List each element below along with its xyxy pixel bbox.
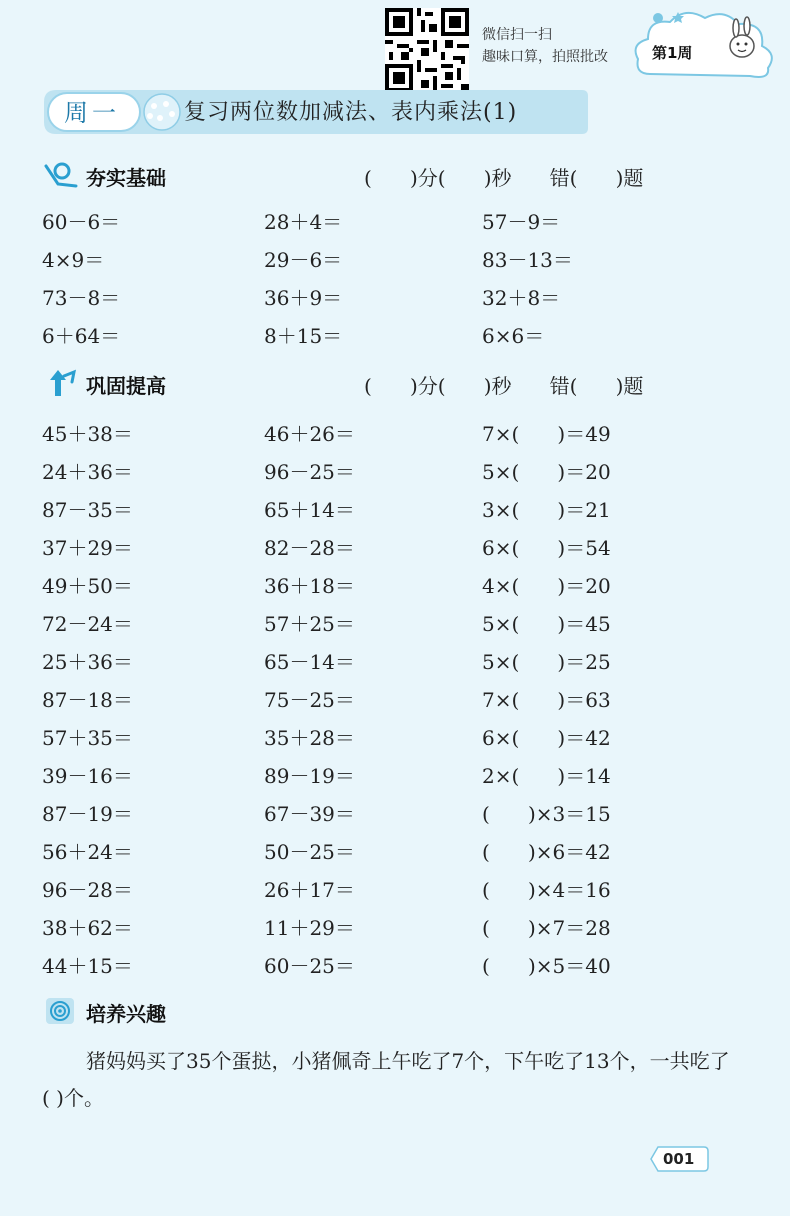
section-basic-title: 夯实基础	[86, 166, 166, 190]
problem: 36＋9＝	[264, 286, 343, 310]
problem: 26＋17＝	[264, 878, 355, 902]
problem-row	[0, 244, 790, 276]
problem-row	[0, 646, 790, 678]
section-improve-title: 巩固提高	[86, 374, 166, 398]
problem-row	[0, 684, 790, 716]
problem-row	[0, 760, 790, 792]
section-interest	[44, 996, 744, 1028]
arrow-up-icon	[44, 368, 78, 398]
page-title: 复习两位数加减法、表内乘法(1)	[184, 100, 518, 125]
problem: 45＋38＝	[42, 422, 133, 446]
problem: 87－35＝	[42, 498, 133, 522]
problem-row	[0, 320, 790, 352]
magnifier-icon	[44, 160, 78, 190]
problem: 4×( )＝20	[482, 574, 611, 598]
section-basic-timing: ( )分( )秒 错( )题	[364, 166, 644, 190]
problem: 29－6＝	[264, 248, 343, 272]
week-label: 第1周	[652, 44, 693, 62]
section-basic	[44, 160, 744, 192]
problem: 5×( )＝45	[482, 612, 611, 636]
problem: 7×( )＝49	[482, 422, 611, 446]
problem: 6×( )＝54	[482, 536, 611, 560]
problem: 36＋18＝	[264, 574, 355, 598]
problem: 11＋29＝	[264, 916, 355, 940]
problem: 57＋25＝	[264, 612, 355, 636]
problem: 83－13＝	[482, 248, 573, 272]
problem-row	[0, 722, 790, 754]
problem: 50－25＝	[264, 840, 355, 864]
problem: 4×9＝	[42, 248, 105, 272]
problem-row	[0, 798, 790, 830]
problem: ( )×6＝42	[482, 840, 611, 864]
section-improve-timing: ( )分( )秒 错( )题	[364, 374, 644, 398]
problem-row	[0, 456, 790, 488]
problem: 65－14＝	[264, 650, 355, 674]
problem: 87－19＝	[42, 802, 133, 826]
problem: ( )×4＝16	[482, 878, 611, 902]
problem: 87－18＝	[42, 688, 133, 712]
problem-row	[0, 912, 790, 944]
problem: 89－19＝	[264, 764, 355, 788]
page-number: 001	[663, 1150, 695, 1168]
problem: 35＋28＝	[264, 726, 355, 750]
problem: 65＋14＝	[264, 498, 355, 522]
problem: 60－6＝	[42, 210, 121, 234]
problem: 96－28＝	[42, 878, 133, 902]
problem: 49＋50＝	[42, 574, 133, 598]
problem-row	[0, 532, 790, 564]
problem: ( )×7＝28	[482, 916, 611, 940]
problem: 32＋8＝	[482, 286, 561, 310]
target-icon	[44, 996, 78, 1026]
word-problem: 猪妈妈买了35个蛋挞，小猪佩奇上午吃了7个，下午吃了13个，一共吃了( )个。	[42, 1049, 730, 1110]
problem: 6×6＝	[482, 324, 545, 348]
problem-row	[0, 608, 790, 640]
section-interest-title: 培养兴趣	[86, 1002, 166, 1026]
problem: 75－25＝	[264, 688, 355, 712]
problem: 6＋64＝	[42, 324, 121, 348]
problem: 60－25＝	[264, 954, 355, 978]
problem: 96－25＝	[264, 460, 355, 484]
problem: 67－39＝	[264, 802, 355, 826]
wechat-line1: 微信扫一扫	[482, 27, 552, 43]
problem-row	[0, 418, 790, 450]
problem: ( )×3＝15	[482, 802, 611, 826]
problem: 44＋15＝	[42, 954, 133, 978]
problem: 28＋4＝	[264, 210, 343, 234]
problem: 73－8＝	[42, 286, 121, 310]
problem: 72－24＝	[42, 612, 133, 636]
problem-row	[0, 570, 790, 602]
title-day: 周一	[64, 99, 120, 127]
problem-row	[0, 874, 790, 906]
problem: 6×( )＝42	[482, 726, 611, 750]
problem: 5×( )＝20	[482, 460, 611, 484]
problem: 2×( )＝14	[482, 764, 611, 788]
problem-row	[0, 950, 790, 982]
problem-row	[0, 206, 790, 238]
problem: 25＋36＝	[42, 650, 133, 674]
problem: 7×( )＝63	[482, 688, 611, 712]
problem: 38＋62＝	[42, 916, 133, 940]
problem: 56＋24＝	[42, 840, 133, 864]
problem: ( )×5＝40	[482, 954, 611, 978]
problem: 46＋26＝	[264, 422, 355, 446]
problem: 39－16＝	[42, 764, 133, 788]
problem: 5×( )＝25	[482, 650, 611, 674]
problem-row	[0, 836, 790, 868]
problem-row	[0, 494, 790, 526]
problem: 37＋29＝	[42, 536, 133, 560]
problem: 24＋36＝	[42, 460, 133, 484]
problem: 57＋35＝	[42, 726, 133, 750]
problem-row	[0, 282, 790, 314]
problem: 82－28＝	[264, 536, 355, 560]
wechat-hint	[482, 24, 608, 68]
problem: 8＋15＝	[264, 324, 343, 348]
qr-code	[385, 8, 469, 92]
section-improve	[44, 368, 744, 400]
problem: 57－9＝	[482, 210, 561, 234]
problem: 3×( )＝21	[482, 498, 611, 522]
wechat-line2: 趣味口算，拍照批改	[482, 49, 608, 65]
